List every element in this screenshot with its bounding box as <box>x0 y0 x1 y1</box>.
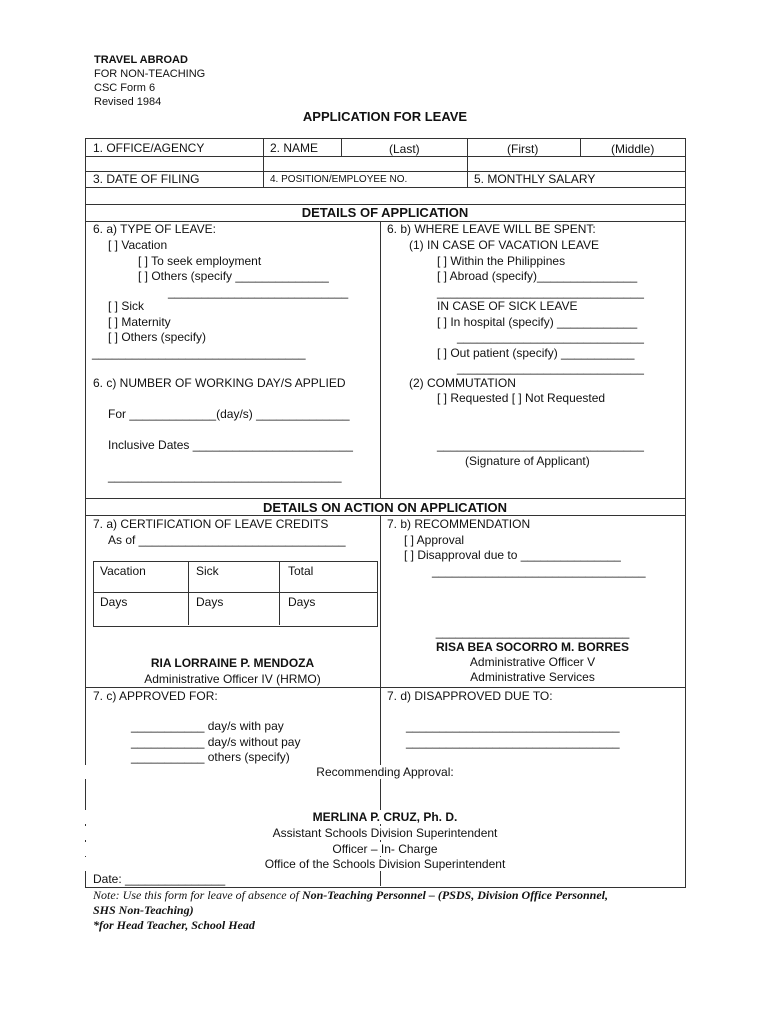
in-hospital-checkbox[interactable]: [ ] In hospital (specify) ____________ <box>437 315 638 329</box>
divider <box>93 592 377 593</box>
recommender-name: RISA BEA SOCORRO M. BORRES <box>435 640 630 654</box>
without-pay-field[interactable]: ___________ day/s without pay <box>131 735 301 749</box>
others-field[interactable]: ___________ others (specify) <box>131 750 290 764</box>
commutation-options[interactable]: [ ] Requested [ ] Not Requested <box>437 391 606 405</box>
form-header-form-number: CSC Form 6 <box>94 82 156 94</box>
vacation-checkbox[interactable]: [ ] Vacation <box>108 238 168 252</box>
divider <box>341 138 342 156</box>
recommender-signature-line: _____________________________ <box>435 625 630 639</box>
name-last-label: (Last) <box>389 142 420 156</box>
with-pay-field[interactable]: ___________ day/s with pay <box>131 719 284 733</box>
certifier-name: RIA LORRAINE P. MENDOZA <box>150 656 315 670</box>
for-days-field[interactable]: For _____________(day/s) ______________ <box>108 407 350 421</box>
approver-title: Assistant Schools Division Superintendent <box>85 826 685 840</box>
divider <box>85 515 685 516</box>
hospital-line: ____________________________ <box>457 330 644 344</box>
footer-note-line-2: SHS Non-Teaching) <box>93 903 194 917</box>
disapproval-checkbox[interactable]: [ ] Disapproval due to _______________ <box>404 548 621 562</box>
divider <box>263 138 264 187</box>
credits-total-header: Total <box>288 564 314 578</box>
recommendation-label: 7. b) RECOMMENDATION <box>387 517 531 531</box>
credits-vacation-header: Vacation <box>100 564 146 578</box>
name-middle-label: (Middle) <box>611 142 655 156</box>
applicant-signature-label: (Signature of Applicant) <box>465 454 590 468</box>
credits-vacation-days: Days <box>100 595 128 609</box>
certifier-title: Administrative Officer IV (HRMO) <box>144 672 321 686</box>
others-vacation-line: ___________________________ <box>168 285 349 299</box>
vacation-case-label: (1) IN CASE OF VACATION LEAVE <box>409 238 600 252</box>
others-vacation-checkbox[interactable]: [ ] Others (specify ______________ <box>138 269 329 283</box>
inclusive-dates-field[interactable]: Inclusive Dates ________________________ <box>108 438 353 452</box>
divider <box>85 687 685 688</box>
approved-for-label: 7. c) APPROVED FOR: <box>93 689 218 703</box>
position-label: 4. POSITION/EMPLOYEE NO. <box>270 174 408 185</box>
form-title: APPLICATION FOR LEAVE <box>302 109 468 124</box>
office-agency-label: 1. OFFICE/AGENCY <box>93 141 205 155</box>
note-emphasis: Non-Teaching Personnel – (PSDS, Division Office Personnel, <box>301 888 608 902</box>
credits-sick-days: Days <box>196 595 224 609</box>
date-field[interactable]: Date: _______________ <box>93 872 226 886</box>
divider <box>85 187 685 188</box>
divider <box>467 138 468 187</box>
applicant-signature-line: _______________________________ <box>437 438 644 452</box>
footer-note <box>93 888 608 903</box>
abroad-checkbox[interactable]: [ ] Abroad (specify)_______________ <box>437 269 638 283</box>
as-of-field[interactable]: As of _______________________________ <box>108 533 346 547</box>
monthly-salary-label: 5. MONTHLY SALARY <box>474 172 596 186</box>
divider <box>580 138 581 156</box>
certification-label: 7. a) CERTIFICATION OF LEAVE CREDITS <box>93 517 329 531</box>
sick-checkbox[interactable]: [ ] Sick <box>108 299 145 313</box>
within-philippines-checkbox[interactable]: [ ] Within the Philippines <box>437 254 566 268</box>
note-prefix: Note: Use this form for leave of absence of <box>93 888 302 902</box>
disapproved-label: 7. d) DISAPPROVED DUE TO: <box>387 689 553 703</box>
abroad-line: _______________________________ <box>437 285 644 299</box>
divider <box>380 221 381 498</box>
working-days-label: 6. c) NUMBER OF WORKING DAY/S APPLIED <box>93 376 346 390</box>
others-sick-checkbox[interactable]: [ ] Others (specify) <box>108 330 207 344</box>
outpatient-line: ____________________________ <box>457 361 644 375</box>
name-label: 2. NAME <box>270 141 319 155</box>
disapproval-line: ________________________________ <box>432 564 646 578</box>
disapproved-line-2[interactable]: ________________________________ <box>406 735 620 749</box>
divider <box>188 561 189 625</box>
form-header-revision: Revised 1984 <box>94 96 162 108</box>
where-spent-label: 6. b) WHERE LEAVE WILL BE SPENT: <box>387 222 596 236</box>
disapproved-line-1[interactable]: ________________________________ <box>406 719 620 733</box>
commutation-label: (2) COMMUTATION <box>409 376 516 390</box>
inclusive-dates-line: ___________________________________ <box>108 469 342 483</box>
sick-case-label: IN CASE OF SICK LEAVE <box>437 299 578 313</box>
details-of-application-heading: DETAILS OF APPLICATION <box>301 205 469 220</box>
footer-note-line-3: *for Head Teacher, School Head <box>93 918 255 932</box>
out-patient-checkbox[interactable]: [ ] Out patient (specify) ___________ <box>437 346 635 360</box>
others-sick-line: ________________________________ <box>92 346 306 360</box>
form-header-travel-abroad: TRAVEL ABROAD <box>94 54 188 66</box>
details-on-action-heading: DETAILS ON ACTION ON APPLICATION <box>262 500 508 515</box>
recommender-title: Administrative Officer V <box>469 655 596 669</box>
maternity-checkbox[interactable]: [ ] Maternity <box>108 315 171 329</box>
name-first-label: (First) <box>507 142 539 156</box>
credits-total-days: Days <box>288 595 316 609</box>
credits-sick-header: Sick <box>196 564 219 578</box>
date-of-filing-label: 3. DATE OF FILING <box>93 172 200 186</box>
recommender-office: Administrative Services <box>470 670 595 684</box>
seek-employment-checkbox[interactable]: [ ] To seek employment <box>138 254 262 268</box>
form-header-non-teaching: FOR NON-TEACHING <box>94 68 206 80</box>
approver-office: Office of the Schools Division Superintendent <box>85 857 685 871</box>
type-of-leave-label: 6. a) TYPE OF LEAVE: <box>93 222 216 236</box>
divider <box>85 498 685 499</box>
approval-checkbox[interactable]: [ ] Approval <box>404 533 465 547</box>
approver-role: Officer – In- Charge <box>85 842 685 856</box>
approver-name: MERLINA P. CRUZ, Ph. D. <box>85 810 685 824</box>
recommending-approval-label: Recommending Approval: <box>85 765 685 779</box>
divider <box>85 156 685 157</box>
divider <box>279 561 280 625</box>
